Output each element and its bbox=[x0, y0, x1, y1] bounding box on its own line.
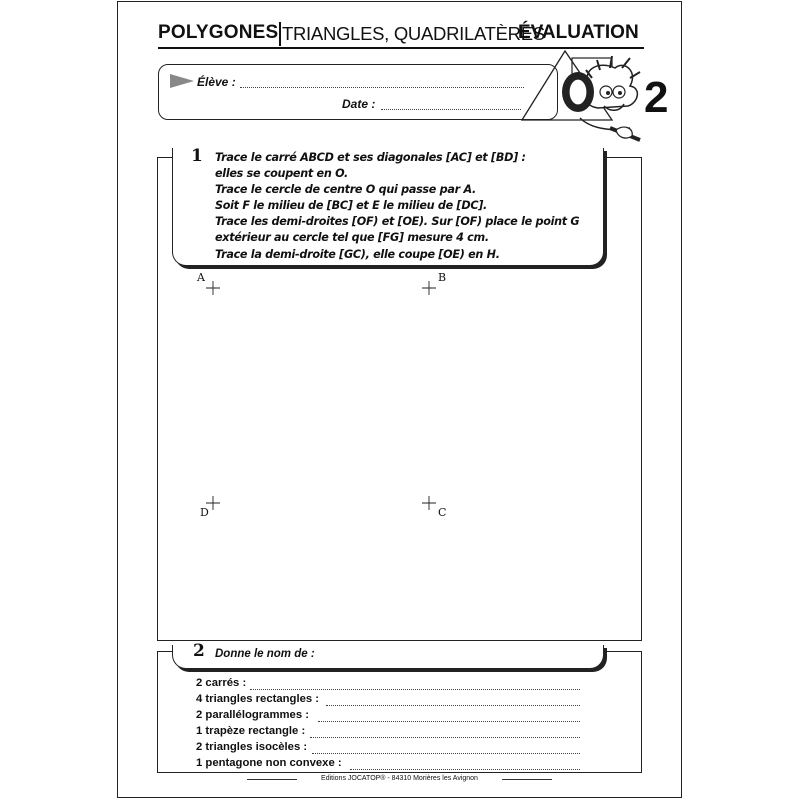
date-label: Date : bbox=[342, 97, 376, 111]
exercise1-number: 1 bbox=[191, 146, 203, 166]
header-evaluation: ÉVALUATION bbox=[518, 22, 639, 43]
answer-field-parallelograms[interactable] bbox=[318, 721, 580, 722]
footer-rule-right bbox=[502, 779, 552, 780]
instruction-line: Trace la demi-droite [GC), elle coupe [OE) en H. bbox=[215, 247, 500, 261]
eleve-label: Élève : bbox=[197, 75, 236, 89]
point-d-label: D bbox=[200, 506, 209, 519]
answer-field-trapezoid[interactable] bbox=[310, 737, 580, 738]
point-a-cross bbox=[206, 281, 220, 295]
instruction-line: elles se coupent en O. bbox=[215, 167, 348, 181]
instruction-line: Trace le carré ABCD et ses diagonales [AC] et [BD] : bbox=[215, 151, 526, 164]
instruction-line: extérieur au cercle tel que [FG] mesure 4 cm. bbox=[215, 231, 489, 245]
instruction-line: Trace le cercle de centre O qui passe par A. bbox=[215, 183, 476, 197]
footer bbox=[247, 775, 552, 782]
footer-text: Editions JOCATOP® - 84310 Morières les Avignon bbox=[321, 775, 478, 782]
point-c-cross bbox=[422, 496, 436, 510]
answer-label-squares: 2 carrés : bbox=[196, 677, 247, 689]
answer-field-squares[interactable] bbox=[250, 689, 580, 690]
instruction-line: Trace les demi-droites [OF) et [OE). Sur [OF) place le point G bbox=[215, 215, 580, 229]
footer-rule-left bbox=[247, 779, 297, 780]
header-polygones: POLYGONES bbox=[158, 22, 279, 43]
answer-label-parallelograms: 2 parallélogrammes : bbox=[196, 709, 310, 721]
answer-field-pentagon[interactable] bbox=[350, 769, 580, 770]
sheet-number: 2 bbox=[644, 73, 669, 122]
instruction-line: Soit F le milieu de [BC] et E le milieu de [DC]. bbox=[215, 199, 487, 213]
point-b-cross bbox=[422, 281, 436, 295]
answer-label-right-triangles: 4 triangles rectangles : bbox=[196, 693, 320, 705]
answer-label-isosceles: 2 triangles isocèles : bbox=[196, 741, 308, 753]
exercise2-title: Donne le nom de : bbox=[215, 648, 315, 660]
answer-field-isosceles[interactable] bbox=[312, 753, 580, 754]
point-c-label: C bbox=[438, 506, 447, 519]
exercise2-number: 2 bbox=[193, 641, 205, 661]
header-subtitle: TRIANGLES, QUADRILATÈRES bbox=[282, 23, 545, 44]
point-b-label: B bbox=[438, 271, 447, 284]
answer-label-pentagon: 1 pentagone non convexe : bbox=[196, 757, 342, 769]
answer-field-right-triangles[interactable] bbox=[326, 705, 580, 706]
point-a-label: A bbox=[197, 271, 205, 284]
answer-label-trapezoid: 1 trapèze rectangle : bbox=[196, 725, 306, 737]
